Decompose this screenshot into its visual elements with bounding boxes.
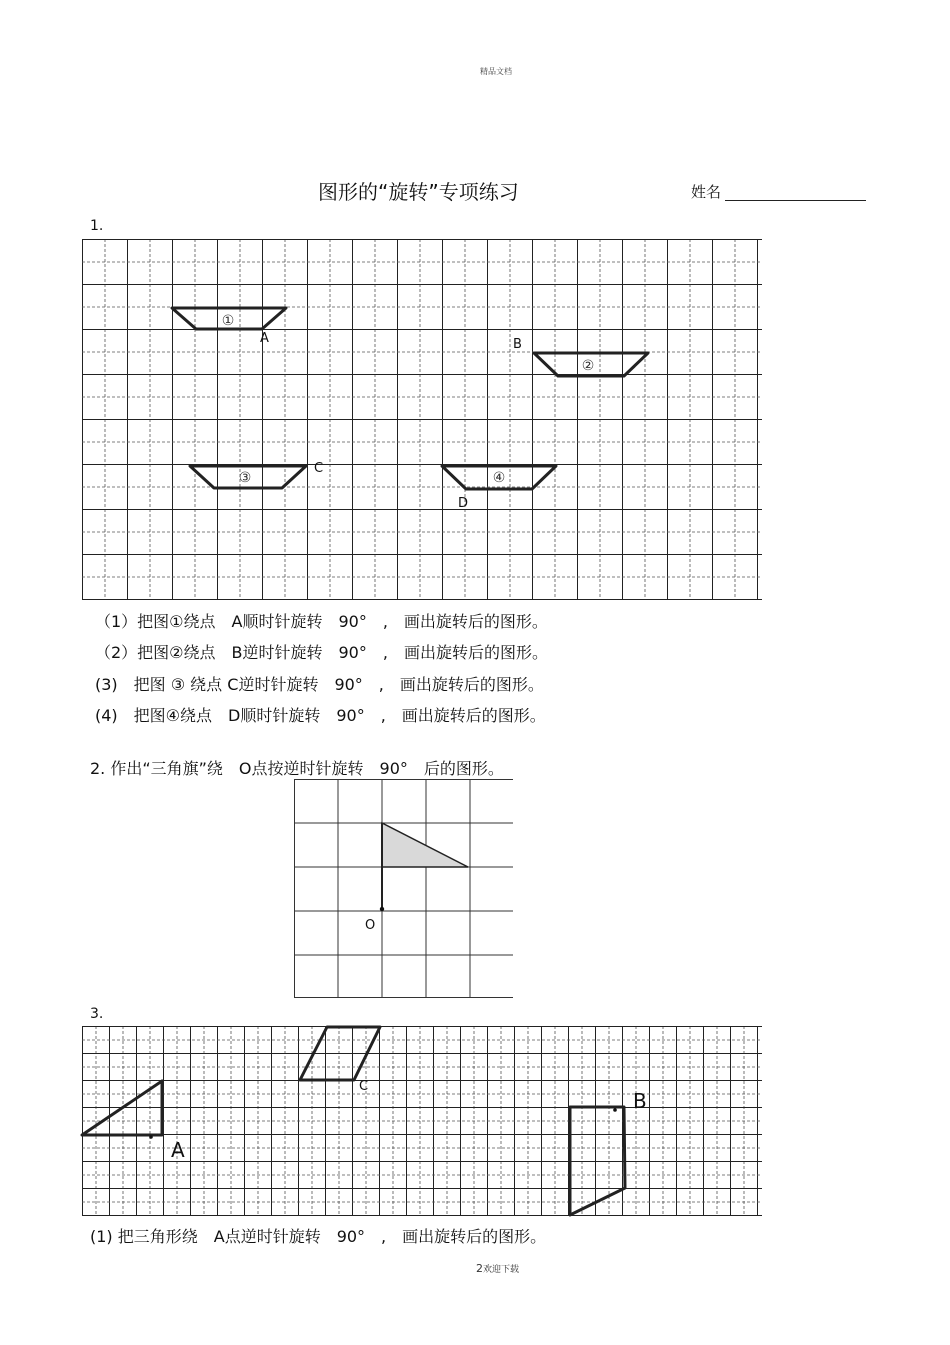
question-1-number: 1. bbox=[90, 218, 104, 234]
point-B-dot bbox=[613, 1108, 617, 1112]
q2-instruction: 2. 作出“三角旗”绕 O点按逆时针旋转 90° 后的图形。 bbox=[90, 759, 504, 778]
shape-label-3: ③ bbox=[238, 470, 252, 486]
point-label-A: A bbox=[171, 1138, 185, 1162]
q3-grid-lines bbox=[82, 1026, 762, 1216]
q3-instruction-1: (1) 把三角形绕 A点逆时针旋转 90° , 画出旋转后的图形。 bbox=[90, 1227, 547, 1246]
point-label-C: C bbox=[314, 461, 324, 476]
footer-note: 欢迎下载 bbox=[483, 1265, 520, 1275]
q2-grid-figure bbox=[294, 779, 514, 999]
shape-label-4: ④ bbox=[492, 470, 506, 486]
q3-grid-figure bbox=[82, 1026, 762, 1216]
q1-grid-figure bbox=[82, 239, 762, 601]
q1-instruction-2: （2）把图②绕点 B逆时针旋转 90° , 画出旋转后的图形。 bbox=[95, 643, 548, 662]
name-field[interactable] bbox=[725, 200, 866, 201]
point-label-O: O bbox=[365, 918, 376, 933]
q1-instruction-1: （1）把图①绕点 A顺时针旋转 90° , 画出旋转后的图形。 bbox=[95, 612, 548, 631]
shape-label-2: ② bbox=[581, 358, 595, 374]
q1-grid-lines bbox=[82, 239, 762, 600]
page-number: 2 bbox=[476, 1262, 483, 1275]
point-A-dot bbox=[149, 1135, 153, 1139]
question-3-number: 3. bbox=[90, 1006, 104, 1022]
header-note: 精品文档 bbox=[480, 67, 512, 76]
triangle-flag bbox=[382, 823, 468, 867]
footer bbox=[476, 1262, 519, 1275]
point-label-B: B bbox=[513, 337, 522, 352]
page-title: 图形的“旋转”专项练习 bbox=[318, 180, 519, 204]
q1-instruction-4: (4) 把图④绕点 D顺时针旋转 90° , 画出旋转后的图形。 bbox=[95, 706, 546, 725]
q1-instruction-3: (3) 把图 ③ 绕点 C逆时针旋转 90° , 画出旋转后的图形。 bbox=[95, 675, 544, 694]
point-O-dot bbox=[380, 907, 384, 911]
point-label-C: C bbox=[359, 1079, 369, 1094]
shape-label-1: ① bbox=[221, 313, 235, 329]
point-label-B: B bbox=[633, 1089, 647, 1113]
point-label-D: D bbox=[458, 496, 469, 511]
point-label-A: A bbox=[260, 331, 269, 346]
name-label: 姓名 bbox=[691, 183, 722, 201]
